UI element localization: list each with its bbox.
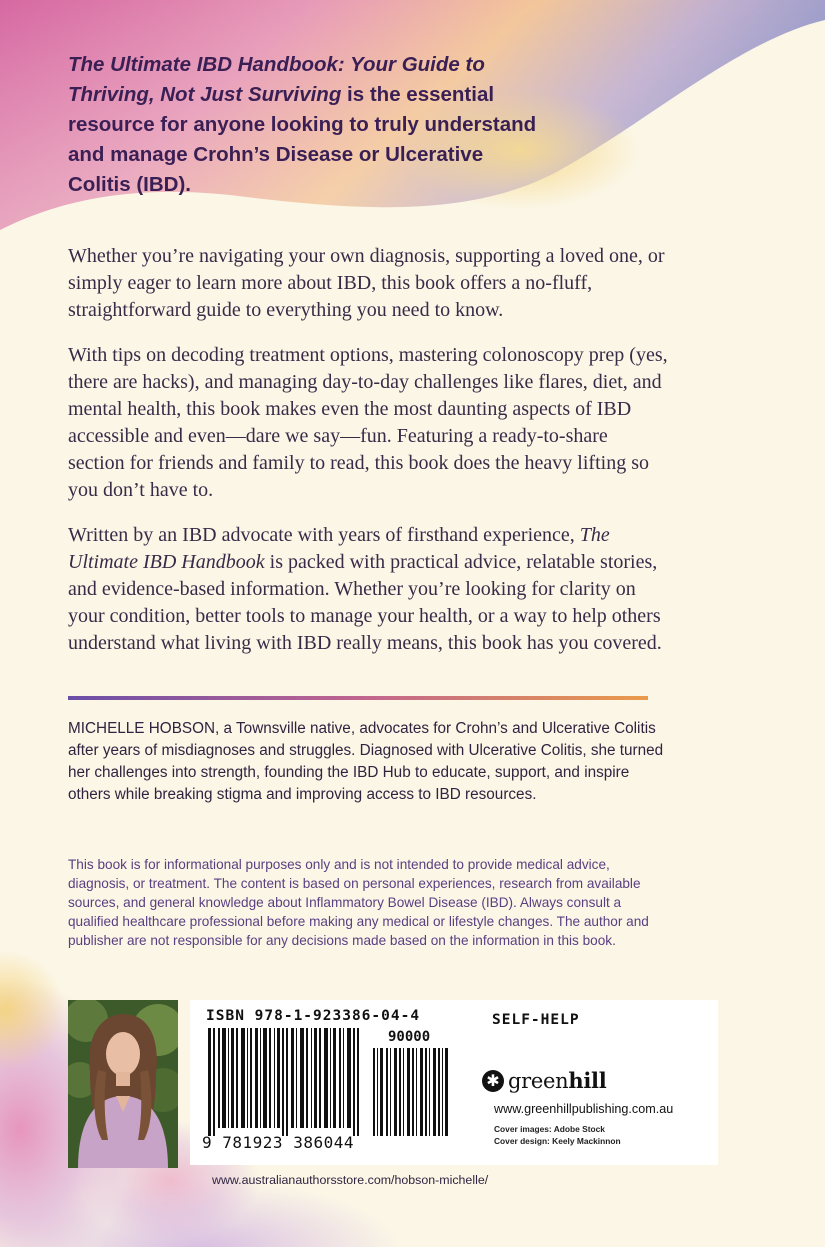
author-store-url[interactable]: www.australianauthorsstore.com/hobson-michelle/: [212, 1173, 489, 1187]
gradient-divider: [68, 696, 648, 700]
p3-rest: is packed with practical advice, relatable stories, and evidence-based information. Whether you’re looking for clarity on your condition, better tools to manage your health, or a way to help others understand what living with IBD really means, this book has you covered.: [68, 551, 662, 654]
isbn-label: ISBN 978-1-923386-04-4: [206, 1008, 421, 1024]
publisher-name: [508, 1068, 606, 1093]
blurb-paragraph-2: With tips on decoding treatment options, mastering colonoscopy prep (yes, there are hacks), and managing day-to-day challenges like flares, diet, and mental health, this book makes even the most daunting aspects of IBD accessible and even—dare we say—fun. Featuring a ready-to-share section for friends and family to read, this book does the heavy lifting so you don’t have to.: [68, 344, 668, 501]
medical-disclaimer: This book is for informational purposes only and is not intended to provide medical advice, diagnosis, or treatment. The content is based on personal experiences, research from available sources, and general knowledge about Inflammatory Bowel Disease (IBD). Always consult a qualified healthcare professional before making any medical or lifestyle changes. The author and publisher are not responsible for any decisions made based on the information in this book.: [68, 857, 649, 948]
addon-digits: 90000: [388, 1029, 431, 1045]
publisher-name-bold: hill: [568, 1068, 607, 1093]
asterisk-icon: ✱: [482, 1070, 504, 1092]
publisher-logo: [482, 1068, 606, 1093]
p3-start: Written by an IBD advocate with years of firsthand experience,: [68, 524, 580, 546]
author-bio: MICHELLE HOBSON, a Townsville native, advocates for Crohn’s and Ulcerative Colitis after years of misdiagnoses and struggles. Diagnosed with Ulcerative Colitis, she turned her challenges into strength, founding the IBD Hub to educate, support, and inspire others while breaking stigma and improving access to IBD resources.: [68, 720, 664, 803]
author-photo: [68, 1000, 178, 1168]
lead-rest: is the essential resource for anyone looking to truly understand and manage Crohn’s Disease or Ulcerative Colitis (IBD).: [68, 83, 537, 196]
publisher-url[interactable]: www.greenhillpublishing.com.au: [494, 1102, 674, 1116]
book-title-italic: The Ultimate IBD Handbook: Your Guide to Thriving, Not Just Surviving: [68, 53, 485, 106]
category-label: SELF-HELP: [492, 1012, 580, 1028]
blurb-paragraph-3: [68, 522, 668, 657]
blurb-paragraph-1: Whether you’re navigating your own diagnosis, supporting a loved one, or simply eager to learn more about IBD, this book offers a no-fluff, straightforward guide to everything you need to know.: [68, 245, 665, 321]
p3-book-title: The Ultimate IBD Handbook: [68, 524, 610, 573]
lead-paragraph: [68, 50, 538, 200]
cover-images-credit: Cover images: Adobe Stock: [494, 1124, 605, 1134]
blurb: [68, 243, 668, 675]
publisher-name-light: green: [508, 1069, 569, 1093]
cover-design-credit: Cover design: Keely Mackinnon: [494, 1136, 621, 1146]
barcode-panel: [190, 1000, 718, 1165]
ean-digits: 9 781923 386044: [202, 1133, 354, 1152]
